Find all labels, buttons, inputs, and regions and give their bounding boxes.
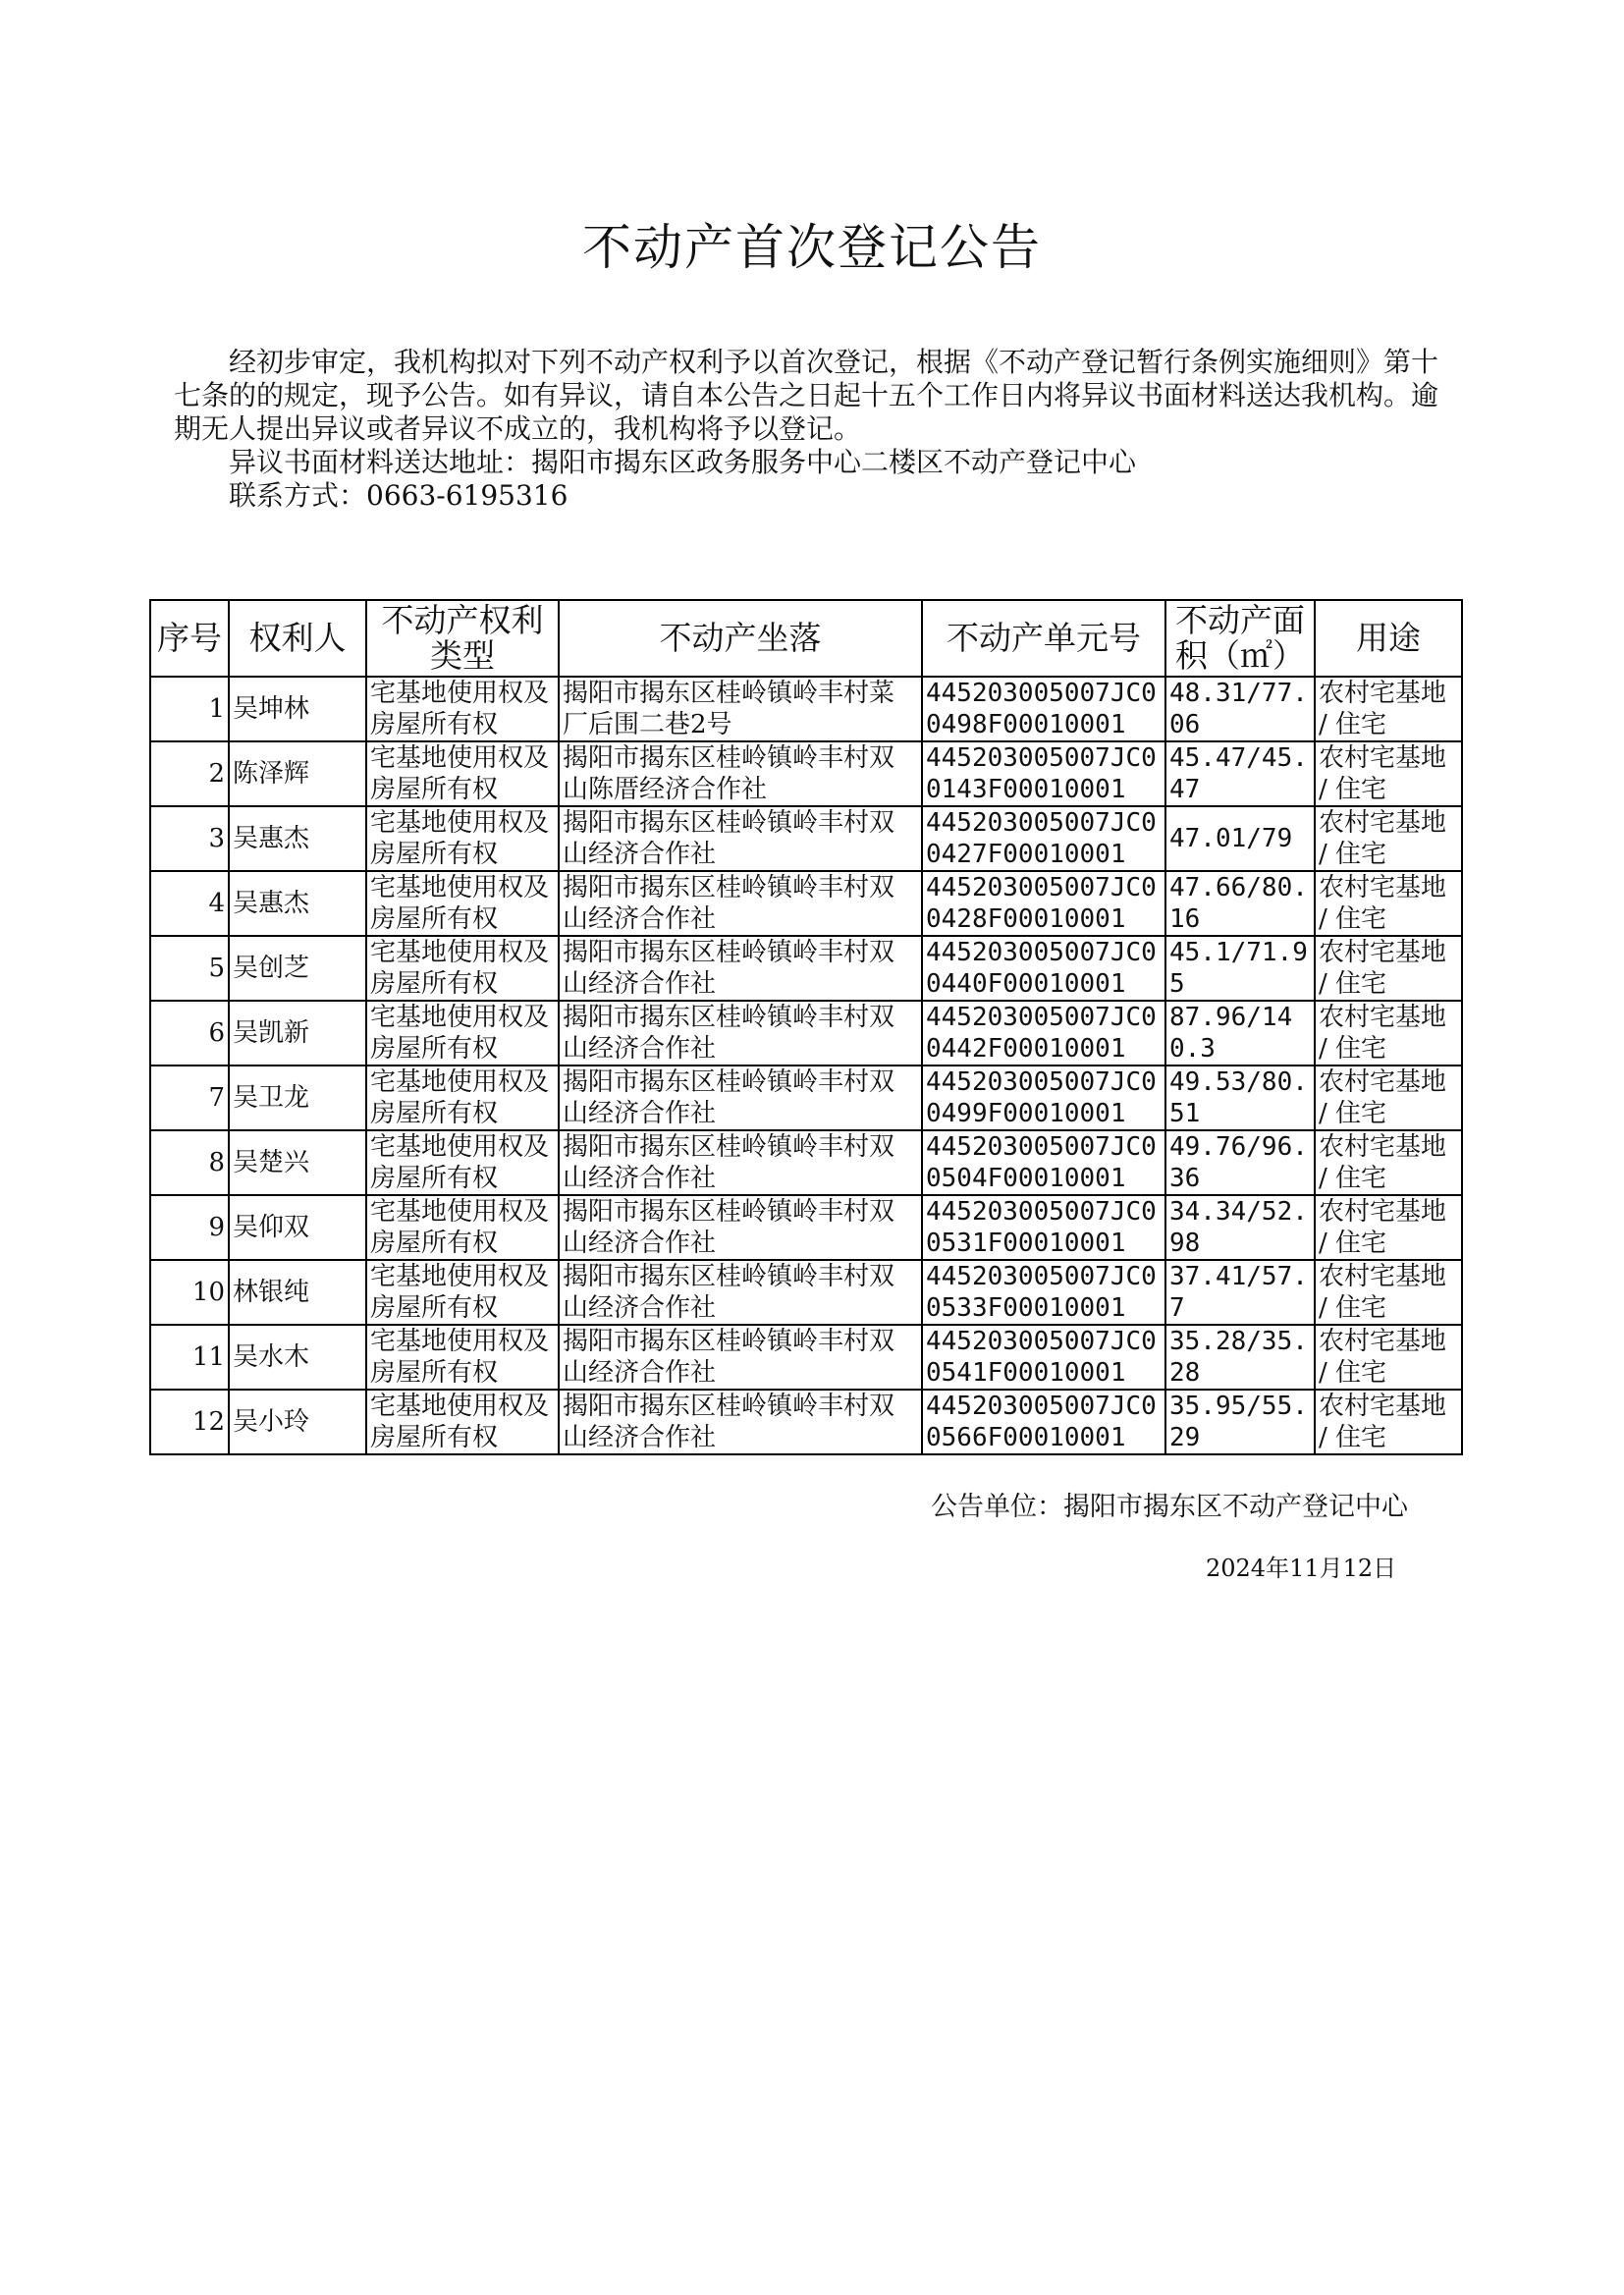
contact-info: 联系方式：0663-6195316 xyxy=(229,479,568,512)
cell-index-text: 7 xyxy=(208,1083,225,1113)
cell-area-text: 47.01/79 xyxy=(1169,824,1293,853)
cell-area-text: 45.47/45.47 xyxy=(1169,743,1308,804)
cell-use-text: 农村宅基地 / 住宅 xyxy=(1319,1067,1447,1128)
cell-owner xyxy=(229,1130,366,1195)
cell-index xyxy=(150,741,229,806)
cell-use-text: 农村宅基地 / 住宅 xyxy=(1319,743,1447,804)
cell-index xyxy=(150,1130,229,1195)
cell-index xyxy=(150,1001,229,1066)
cell-owner-text: 吴惠杰 xyxy=(233,824,310,853)
issue-date: 2024年11月12日 xyxy=(1206,1555,1397,1582)
cell-use-text: 农村宅基地 / 住宅 xyxy=(1319,679,1447,739)
cell-index-text: 5 xyxy=(208,954,225,983)
objection-address: 异议书面材料送达地址：揭阳市揭东区政务服务中心二楼区不动产登记中心 xyxy=(229,446,1137,478)
cell-owner xyxy=(229,1325,366,1390)
cell-index xyxy=(150,677,229,741)
cell-use-text: 农村宅基地 / 住宅 xyxy=(1319,873,1447,934)
cell-owner-text: 吴水木 xyxy=(233,1342,310,1372)
cell-right-type-text: 宅基地使用权及房屋所有权 xyxy=(370,679,550,739)
cell-use xyxy=(1315,1130,1462,1195)
cell-location-text: 揭阳市揭东区桂岭镇岭丰村双山经济合作社 xyxy=(563,1262,895,1323)
cell-area-text: 47.66/80.16 xyxy=(1169,873,1308,934)
cell-location xyxy=(559,1195,922,1260)
notice-paragraph: 经初步审定，我机构拟对下列不动产权利予以首次登记，根据《不动产登记暂行条例实施细则》第十七条的的规定，现予公告。如有异议，请自本公告之日起十五个工作日内将异议书面材料送达我机构。逾期无人提出异议或者异议不成立的，我机构将予以登记。 xyxy=(174,346,1439,445)
notice-intro xyxy=(174,346,1462,513)
cell-right-type-text: 宅基地使用权及房屋所有权 xyxy=(370,938,550,999)
cell-unit-number-text: 445203005007JC00428F00010001 xyxy=(926,873,1157,934)
cell-area-text: 49.76/96.36 xyxy=(1169,1132,1308,1193)
cell-location xyxy=(559,1390,922,1454)
table-row xyxy=(150,1195,1462,1260)
cell-owner-text: 吴惠杰 xyxy=(233,889,310,918)
cell-location-text: 揭阳市揭东区桂岭镇岭丰村双山经济合作社 xyxy=(563,808,895,869)
cell-location xyxy=(559,936,922,1001)
cell-owner-text: 吴仰双 xyxy=(233,1213,310,1242)
cell-unit-number-text: 445203005007JC00442F00010001 xyxy=(926,1003,1157,1064)
cell-location xyxy=(559,1325,922,1390)
cell-location-text: 揭阳市揭东区桂岭镇岭丰村双山经济合作社 xyxy=(563,1132,895,1193)
cell-use-text: 农村宅基地 / 住宅 xyxy=(1319,1392,1447,1452)
cell-use-text: 农村宅基地 / 住宅 xyxy=(1319,1197,1447,1258)
table-row xyxy=(150,806,1462,871)
cell-unit-number xyxy=(922,1390,1165,1454)
cell-use xyxy=(1315,1260,1462,1325)
cell-use xyxy=(1315,1001,1462,1066)
cell-location-text: 揭阳市揭东区桂岭镇岭丰村双山经济合作社 xyxy=(563,1327,895,1388)
cell-index xyxy=(150,1390,229,1454)
cell-use xyxy=(1315,936,1462,1001)
cell-right-type xyxy=(366,741,559,806)
cell-right-type xyxy=(366,806,559,871)
cell-owner-text: 林银纯 xyxy=(233,1278,310,1307)
cell-index xyxy=(150,1260,229,1325)
cell-use-text: 农村宅基地 / 住宅 xyxy=(1319,1003,1447,1064)
cell-owner xyxy=(229,1390,366,1454)
cell-right-type xyxy=(366,1325,559,1390)
cell-area xyxy=(1165,677,1315,741)
header-owner: 权利人 xyxy=(229,600,366,677)
header-area: 不动产面积（㎡） xyxy=(1165,600,1315,677)
cell-unit-number xyxy=(922,936,1165,1001)
cell-unit-number-text: 445203005007JC00531F00010001 xyxy=(926,1197,1157,1258)
cell-location xyxy=(559,1130,922,1195)
cell-use-text: 农村宅基地 / 住宅 xyxy=(1319,1132,1447,1193)
cell-location xyxy=(559,741,922,806)
header-location: 不动产坐落 xyxy=(559,600,922,677)
cell-owner-text: 吴小玲 xyxy=(233,1407,310,1437)
cell-right-type-text: 宅基地使用权及房屋所有权 xyxy=(370,1197,550,1258)
cell-unit-number-text: 445203005007JC00498F00010001 xyxy=(926,679,1157,739)
cell-area xyxy=(1165,1260,1315,1325)
cell-location xyxy=(559,677,922,741)
cell-unit-number-text: 445203005007JC00541F00010001 xyxy=(926,1327,1157,1388)
cell-index xyxy=(150,936,229,1001)
cell-use xyxy=(1315,1390,1462,1454)
cell-use xyxy=(1315,806,1462,871)
cell-owner xyxy=(229,936,366,1001)
cell-use xyxy=(1315,1195,1462,1260)
cell-right-type xyxy=(366,871,559,936)
cell-location xyxy=(559,806,922,871)
page-title: 不动产首次登记公告 xyxy=(582,219,1042,276)
cell-index xyxy=(150,806,229,871)
cell-right-type-text: 宅基地使用权及房屋所有权 xyxy=(370,808,550,869)
cell-index-text: 11 xyxy=(191,1342,225,1372)
cell-right-type xyxy=(366,1066,559,1130)
registration-table xyxy=(149,599,1463,1455)
cell-location-text: 揭阳市揭东区桂岭镇岭丰村双山经济合作社 xyxy=(563,1392,895,1452)
cell-right-type-text: 宅基地使用权及房屋所有权 xyxy=(370,1262,550,1323)
cell-area-text: 87.96/140.3 xyxy=(1169,1003,1293,1064)
cell-owner-text: 吴创芝 xyxy=(233,954,310,983)
cell-location-text: 揭阳市揭东区桂岭镇岭丰村菜厂后围二巷2号 xyxy=(563,679,895,739)
issuing-unit: 公告单位：揭阳市揭东区不动产登记中心 xyxy=(931,1492,1408,1522)
cell-location-text: 揭阳市揭东区桂岭镇岭丰村双山经济合作社 xyxy=(563,938,895,999)
cell-index-text: 12 xyxy=(191,1407,225,1437)
cell-area xyxy=(1165,806,1315,871)
cell-index-text: 9 xyxy=(208,1213,225,1242)
cell-index xyxy=(150,1325,229,1390)
cell-unit-number-text: 445203005007JC00504F00010001 xyxy=(926,1132,1157,1193)
cell-unit-number xyxy=(922,1066,1165,1130)
cell-area xyxy=(1165,1325,1315,1390)
cell-use-text: 农村宅基地 / 住宅 xyxy=(1319,1262,1447,1323)
cell-area-text: 35.95/55.29 xyxy=(1169,1392,1308,1452)
cell-index xyxy=(150,871,229,936)
header-unit-number: 不动产单元号 xyxy=(922,600,1165,677)
cell-area-text: 45.1/71.95 xyxy=(1169,938,1308,999)
cell-use-text: 农村宅基地 / 住宅 xyxy=(1319,1327,1447,1388)
cell-right-type-text: 宅基地使用权及房屋所有权 xyxy=(370,1392,550,1452)
cell-location xyxy=(559,1066,922,1130)
cell-owner xyxy=(229,1195,366,1260)
cell-right-type-text: 宅基地使用权及房屋所有权 xyxy=(370,1132,550,1193)
cell-right-type-text: 宅基地使用权及房屋所有权 xyxy=(370,1067,550,1128)
cell-owner xyxy=(229,871,366,936)
cell-owner xyxy=(229,677,366,741)
header-index: 序号 xyxy=(150,600,229,677)
cell-location xyxy=(559,871,922,936)
cell-unit-number xyxy=(922,806,1165,871)
table-row xyxy=(150,1066,1462,1130)
cell-location xyxy=(559,1001,922,1066)
cell-location-text: 揭阳市揭东区桂岭镇岭丰村双山经济合作社 xyxy=(563,1003,895,1064)
header-use: 用途 xyxy=(1315,600,1462,677)
cell-area-text: 37.41/57.7 xyxy=(1169,1262,1308,1323)
cell-owner xyxy=(229,1001,366,1066)
cell-unit-number xyxy=(922,1195,1165,1260)
table-row xyxy=(150,1325,1462,1390)
cell-unit-number-text: 445203005007JC00566F00010001 xyxy=(926,1392,1157,1452)
cell-area-text: 49.53/80.51 xyxy=(1169,1067,1308,1128)
cell-right-type-text: 宅基地使用权及房屋所有权 xyxy=(370,1327,550,1388)
cell-unit-number xyxy=(922,871,1165,936)
cell-right-type xyxy=(366,1130,559,1195)
cell-owner xyxy=(229,1260,366,1325)
cell-unit-number xyxy=(922,1325,1165,1390)
cell-use-text: 农村宅基地 / 住宅 xyxy=(1319,808,1447,869)
table-row xyxy=(150,936,1462,1001)
cell-area xyxy=(1165,1130,1315,1195)
cell-unit-number xyxy=(922,1001,1165,1066)
table-row xyxy=(150,871,1462,936)
cell-right-type xyxy=(366,936,559,1001)
cell-index-text: 8 xyxy=(208,1148,225,1177)
cell-location xyxy=(559,1260,922,1325)
cell-area xyxy=(1165,1390,1315,1454)
cell-location-text: 揭阳市揭东区桂岭镇岭丰村双山经济合作社 xyxy=(563,1197,895,1258)
cell-right-type xyxy=(366,1195,559,1260)
cell-owner xyxy=(229,1066,366,1130)
cell-use-text: 农村宅基地 / 住宅 xyxy=(1319,938,1447,999)
cell-unit-number-text: 445203005007JC00427F00010001 xyxy=(926,808,1157,869)
cell-owner-text: 吴楚兴 xyxy=(233,1148,310,1177)
cell-right-type-text: 宅基地使用权及房屋所有权 xyxy=(370,873,550,934)
cell-right-type-text: 宅基地使用权及房屋所有权 xyxy=(370,743,550,804)
table-row xyxy=(150,1390,1462,1454)
cell-location-text: 揭阳市揭东区桂岭镇岭丰村双山经济合作社 xyxy=(563,1067,895,1128)
cell-index-text: 2 xyxy=(208,759,225,789)
cell-area-text: 34.34/52.98 xyxy=(1169,1197,1308,1258)
cell-owner-text: 吴卫龙 xyxy=(233,1083,310,1113)
cell-area xyxy=(1165,741,1315,806)
cell-unit-number-text: 445203005007JC00499F00010001 xyxy=(926,1067,1157,1128)
cell-unit-number xyxy=(922,1260,1165,1325)
cell-area-text: 48.31/77.06 xyxy=(1169,679,1308,739)
cell-use xyxy=(1315,871,1462,936)
cell-owner-text: 陈泽辉 xyxy=(233,759,310,789)
cell-owner-text: 吴凯新 xyxy=(233,1018,310,1048)
cell-owner xyxy=(229,741,366,806)
cell-index xyxy=(150,1195,229,1260)
cell-unit-number-text: 445203005007JC00533F00010001 xyxy=(926,1262,1157,1323)
cell-index-text: 4 xyxy=(208,889,225,918)
cell-owner-text: 吴坤林 xyxy=(233,694,310,724)
cell-right-type xyxy=(366,1001,559,1066)
cell-index xyxy=(150,1066,229,1130)
table-row xyxy=(150,1001,1462,1066)
table-row xyxy=(150,1260,1462,1325)
cell-right-type xyxy=(366,1390,559,1454)
table-header-row xyxy=(150,600,1462,677)
cell-area xyxy=(1165,1195,1315,1260)
cell-index-text: 6 xyxy=(208,1018,225,1048)
cell-area xyxy=(1165,936,1315,1001)
cell-right-type xyxy=(366,1260,559,1325)
header-right-type: 不动产权利类型 xyxy=(366,600,559,677)
cell-unit-number-text: 445203005007JC00440F00010001 xyxy=(926,938,1157,999)
cell-location-text: 揭阳市揭东区桂岭镇岭丰村双山陈厝经济合作社 xyxy=(563,743,895,804)
cell-area xyxy=(1165,1001,1315,1066)
table-row xyxy=(150,677,1462,741)
cell-area xyxy=(1165,871,1315,936)
cell-unit-number xyxy=(922,741,1165,806)
cell-unit-number xyxy=(922,677,1165,741)
cell-unit-number xyxy=(922,1130,1165,1195)
cell-use xyxy=(1315,677,1462,741)
cell-owner xyxy=(229,806,366,871)
table-row xyxy=(150,1130,1462,1195)
cell-index-text: 1 xyxy=(208,694,225,724)
cell-use xyxy=(1315,1325,1462,1390)
cell-use xyxy=(1315,1066,1462,1130)
cell-area-text: 35.28/35.28 xyxy=(1169,1327,1308,1388)
cell-right-type xyxy=(366,677,559,741)
cell-index-text: 10 xyxy=(191,1278,225,1307)
cell-use xyxy=(1315,741,1462,806)
cell-index-text: 3 xyxy=(208,824,225,853)
cell-right-type-text: 宅基地使用权及房屋所有权 xyxy=(370,1003,550,1064)
cell-area xyxy=(1165,1066,1315,1130)
table-row xyxy=(150,741,1462,806)
cell-location-text: 揭阳市揭东区桂岭镇岭丰村双山经济合作社 xyxy=(563,873,895,934)
cell-unit-number-text: 445203005007JC00143F00010001 xyxy=(926,743,1157,804)
